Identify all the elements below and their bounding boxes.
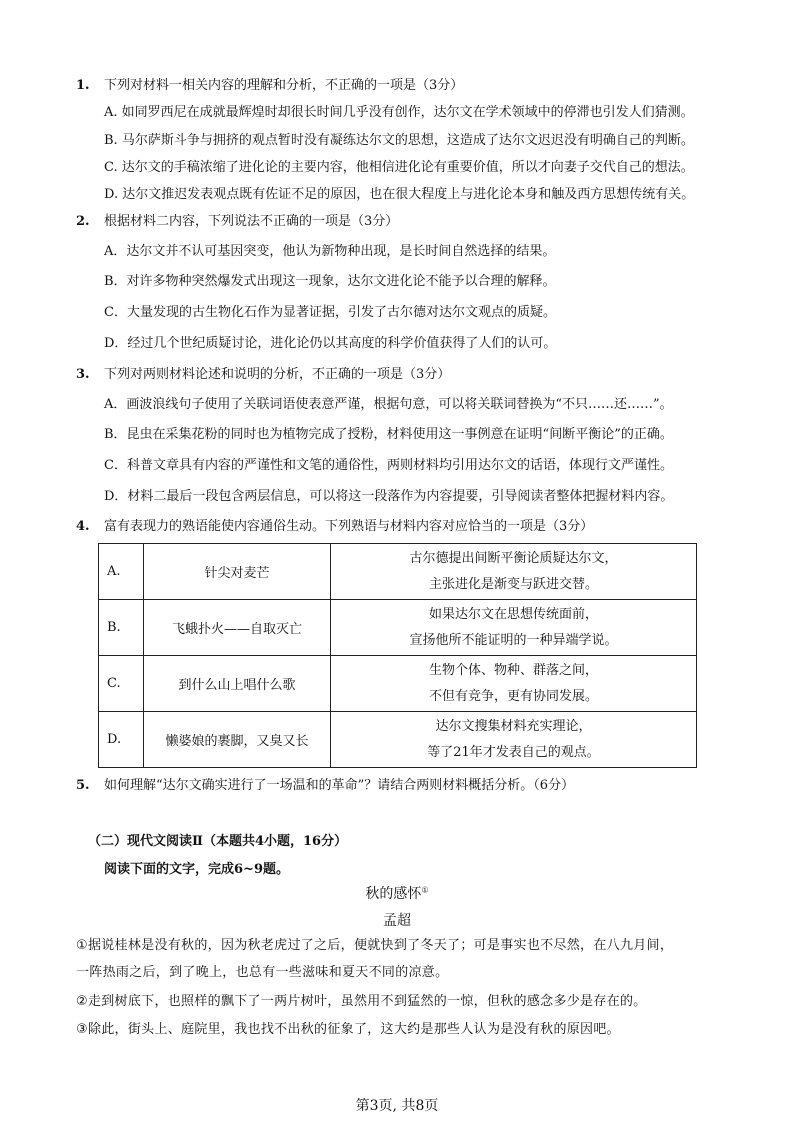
content-cell <box>331 656 697 712</box>
footnote-marker: ① <box>421 885 429 895</box>
content-line: 主张进化是渐变与跃进交替。 <box>428 576 598 592</box>
question-stem: 下列对材料一相关内容的理解和分析，不正确的一项是（3分） <box>104 78 464 93</box>
row-letter: A. <box>99 544 144 600</box>
question-number: 5. <box>76 778 90 793</box>
option-1d: D. 达尔文推迟发表观点既有佐证不足的原因，也在很大程度上与进化论本身和触及西方思想传统有关。 <box>104 187 695 202</box>
question-stem: 下列对两则材料论述和说明的分析，不正确的一项是（3分） <box>104 367 451 382</box>
content-cell <box>331 712 697 768</box>
idiom-cell: 懒婆娘的裹脚，又臭又长 <box>144 712 331 768</box>
essay-author: 孟超 <box>383 913 411 929</box>
essay-paragraph: ③除此，街头上、庭院里，我也找不出秋的征象了，这大约是那些人认为是没有秋的原因吧。 <box>76 1022 620 1037</box>
question-number: 3. <box>76 367 90 382</box>
content-line: 等了21年才发表自己的观点。 <box>427 744 600 760</box>
question-2 <box>76 213 398 231</box>
question-5 <box>76 777 574 795</box>
idiom-cell: 飞蛾扑火——自取灭亡 <box>144 600 331 656</box>
essay-paragraph: ②走到树底下，也照样的飘下了一两片树叶，虽然用不到猛然的一惊，但秋的感念多少是存在的。 <box>76 994 647 1009</box>
question-number: 4. <box>76 519 90 534</box>
essay-paragraph: ①据说桂林是没有秋的，因为秋老虎过了之后，便就快到了冬天了；可是事实也不尽然，在八九月间， <box>76 938 674 953</box>
question-stem: 根据材料二内容，下列说法不正确的一项是（3分） <box>104 214 399 229</box>
content-line: 不但有竞争，更有协同发展。 <box>428 688 598 704</box>
option-1a: A. 如同罗西尼在成就最辉煌时却很长时间几乎没有创作，达尔文在学术领域中的停滞也引发人们猜测。 <box>104 105 694 120</box>
page-number: 第3页, 共8页 <box>355 1098 439 1114</box>
option-3d: D．材料二最后一段包含两层信息，可以将这一段落作为内容提要，引导阅读者整体把握材料内容。 <box>104 489 674 504</box>
row-letter: D. <box>99 712 144 768</box>
row-letter: C. <box>99 656 144 712</box>
question-stem: 如何理解“达尔文确实进行了一场温和的革命”？请结合两则材料概括分析。（6分） <box>104 778 575 793</box>
option-3c: C．科普文章具有内容的严谨性和文笔的通俗性，两则材料均引用达尔文的话语，体现行文严谨性。 <box>104 458 673 473</box>
question-3 <box>76 366 450 384</box>
idiom-cell: 到什么山上唱什么歌 <box>144 656 331 712</box>
question-stem: 富有表现力的熟语能使内容通俗生动。下列熟语与材料内容对应恰当的一项是（3分） <box>104 519 594 534</box>
option-1b: B. 马尔萨斯斗争与拥挤的观点暂时没有凝练达尔文的思想，这造成了达尔文迟迟没有明确自己的判断。 <box>104 133 694 148</box>
essay-paragraph: 一阵热雨之后，到了晚上，也总有一些滋味和夏天不同的凉意。 <box>76 965 449 980</box>
content-line: 宣扬他所不能证明的一种异端学说。 <box>409 632 618 648</box>
option-1c: C. 达尔文的手稿浓缩了进化论的主要内容，他相信进化论有重要价值，所以才向妻子交代自己的想法。 <box>104 160 694 175</box>
option-3b: B．昆虫在采集花粉的同时也为植物完成了授粉，材料使用这一事例意在证明“间断平衡论”的正确。 <box>104 427 673 442</box>
table-row <box>99 656 697 712</box>
essay-title-text: 秋的感怀 <box>365 886 422 902</box>
question-number: 2. <box>76 214 90 229</box>
content-cell <box>331 600 697 656</box>
essay-title <box>0 883 794 903</box>
option-2d: D．经过几个世纪质疑讨论，进化论仍以其高度的科学价值获得了人们的认可。 <box>104 336 557 351</box>
idiom-matching-table <box>98 543 697 768</box>
content-line: 达尔文搜集材料充实理论， <box>435 718 592 734</box>
row-letter: B. <box>99 600 144 656</box>
table-row <box>99 544 697 600</box>
content-cell <box>331 544 697 600</box>
section-instruction: 阅读下面的文字，完成6~9题。 <box>104 862 289 877</box>
content-line: 生物个体、物种、群落之间， <box>428 662 598 678</box>
option-2b: B．对许多物种突然爆发式出现这一现象，达尔文进化论不能予以合理的解释。 <box>104 274 556 289</box>
question-1 <box>76 77 463 95</box>
option-2c: C．大量发现的古生物化石作为显著证据，引发了古尔德对达尔文观点的质疑。 <box>104 305 556 320</box>
question-number: 1. <box>76 78 90 93</box>
option-3a: A．画波浪线句子使用了关联词语使表意严谨，根据句意，可以将关联词替换为“不只……还……”。 <box>104 397 673 412</box>
option-2a: A．达尔文并不认可基因突变，他认为新物种出现，是长时间自然选择的结果。 <box>104 244 556 259</box>
content-line: 如果达尔文在思想传统面前， <box>428 606 598 622</box>
content-line: 古尔德提出间断平衡论质疑达尔文， <box>409 550 618 566</box>
table-row <box>99 600 697 656</box>
table-row <box>99 712 697 768</box>
question-4 <box>76 518 593 536</box>
section-heading: （二）现代文阅读Ⅱ（本题共4小题，16分） <box>88 834 348 849</box>
idiom-cell: 针尖对麦芒 <box>144 544 331 600</box>
